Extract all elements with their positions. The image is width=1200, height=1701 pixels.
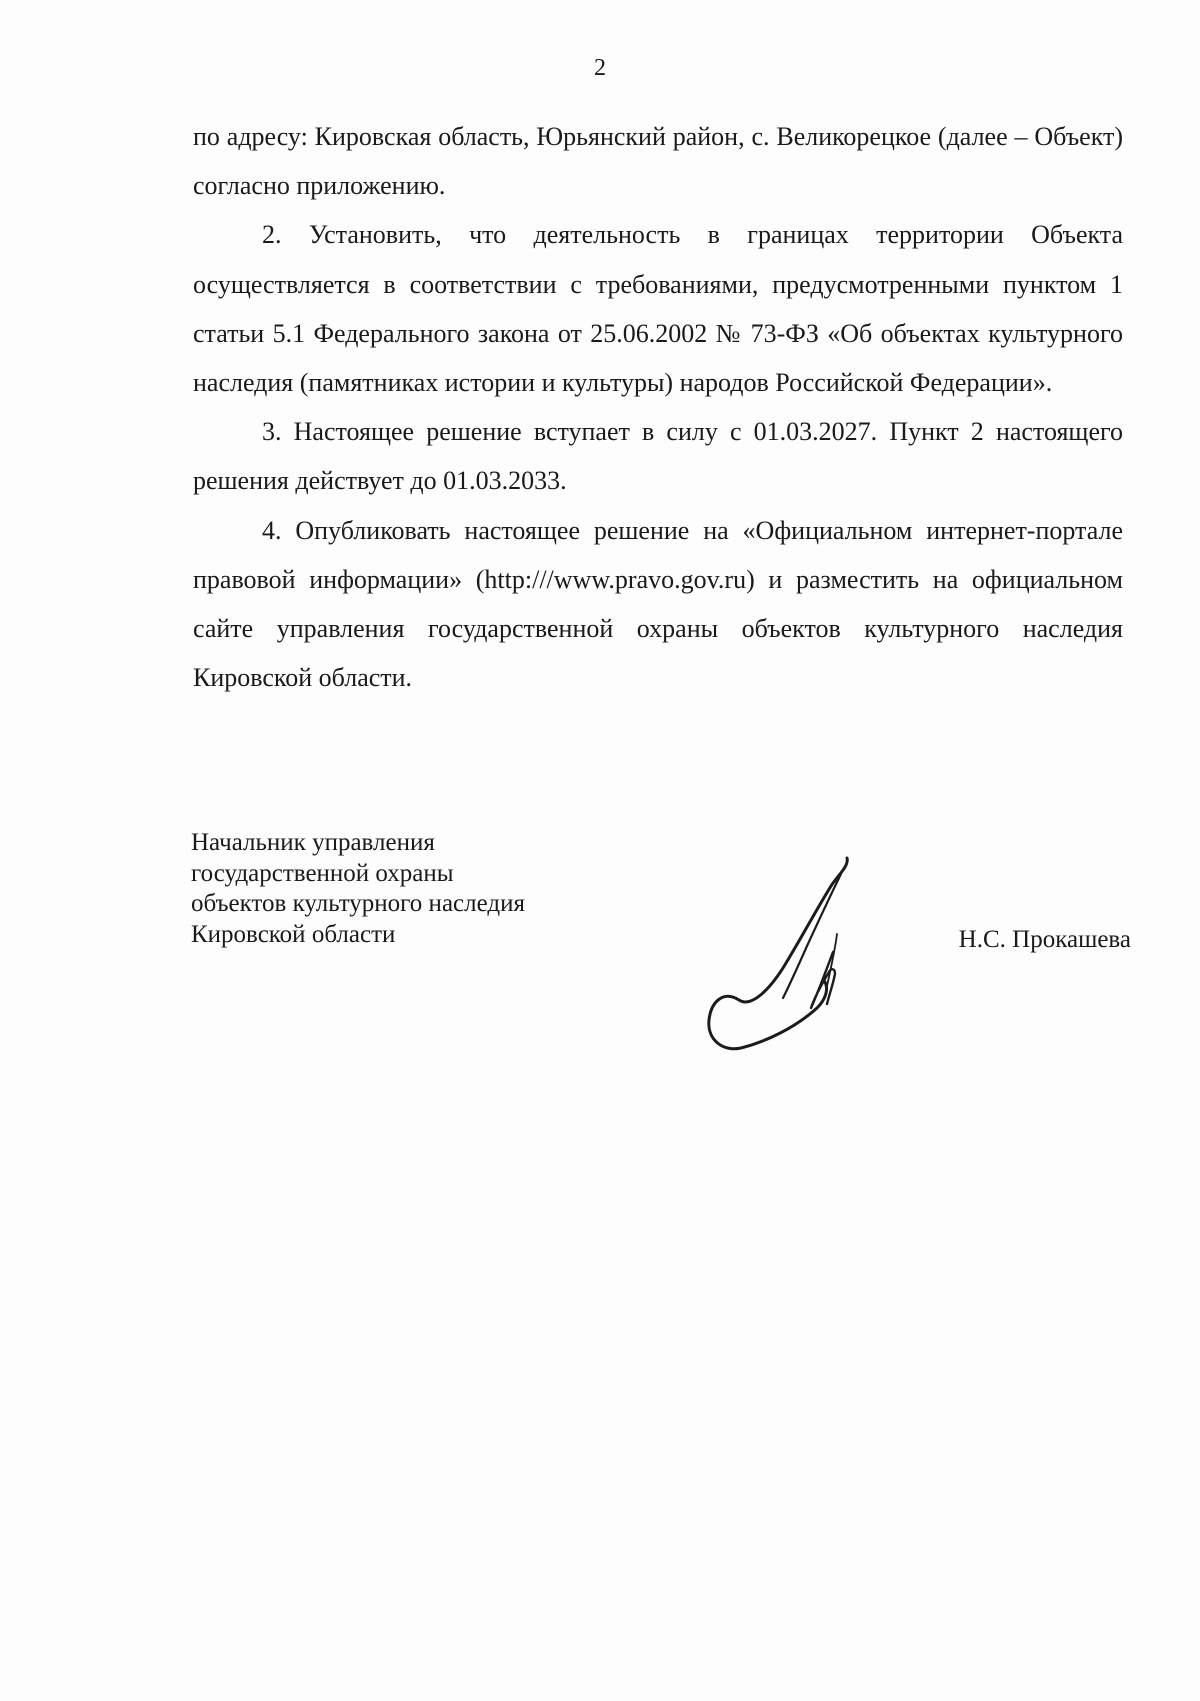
address-continuation-paragraph: по адресу: Кировская область, Юрьянский район, с. Великорецкое (далее – Объект) согласно приложению. bbox=[193, 122, 1123, 201]
signature-block bbox=[191, 828, 1131, 1028]
position-line: Кировской области bbox=[191, 920, 396, 948]
handwritten-signature bbox=[699, 850, 879, 1055]
item-4-paragraph: 4. Опубликовать настоящее решение на «Официальном интернет-портале правовой информации» (http:///www.pravo.gov.ru) и разместить на официальном сайте управления государственной охраны объектов культурного наследия Кировской области. bbox=[193, 515, 1123, 693]
document-body bbox=[193, 112, 1123, 702]
item-2-paragraph: 2. Установить, что деятельность в границах территории Объекта осуществляется в соответствии с требованиями, предусмотренными пунктом 1 статьи 5.1 Федерального закона от 25.06.2002 № 73-ФЗ «Об объектах культурного наследия (памятниках истории и культуры) народов Российской Федерации». bbox=[193, 220, 1123, 398]
signatory-position bbox=[191, 828, 525, 950]
signatory-name: Н.С. Прокашева bbox=[958, 926, 1131, 953]
position-line: Начальник управления bbox=[191, 829, 435, 856]
position-line: государственной охраны bbox=[191, 859, 454, 887]
item-3-paragraph: 3. Настоящее решение вступает в силу с 01.03.2027. Пункт 2 настоящего решения действует до 01.03.2033. bbox=[193, 417, 1123, 496]
page-number: 2 bbox=[594, 55, 606, 81]
position-line: объектов культурного наследия bbox=[191, 890, 525, 917]
